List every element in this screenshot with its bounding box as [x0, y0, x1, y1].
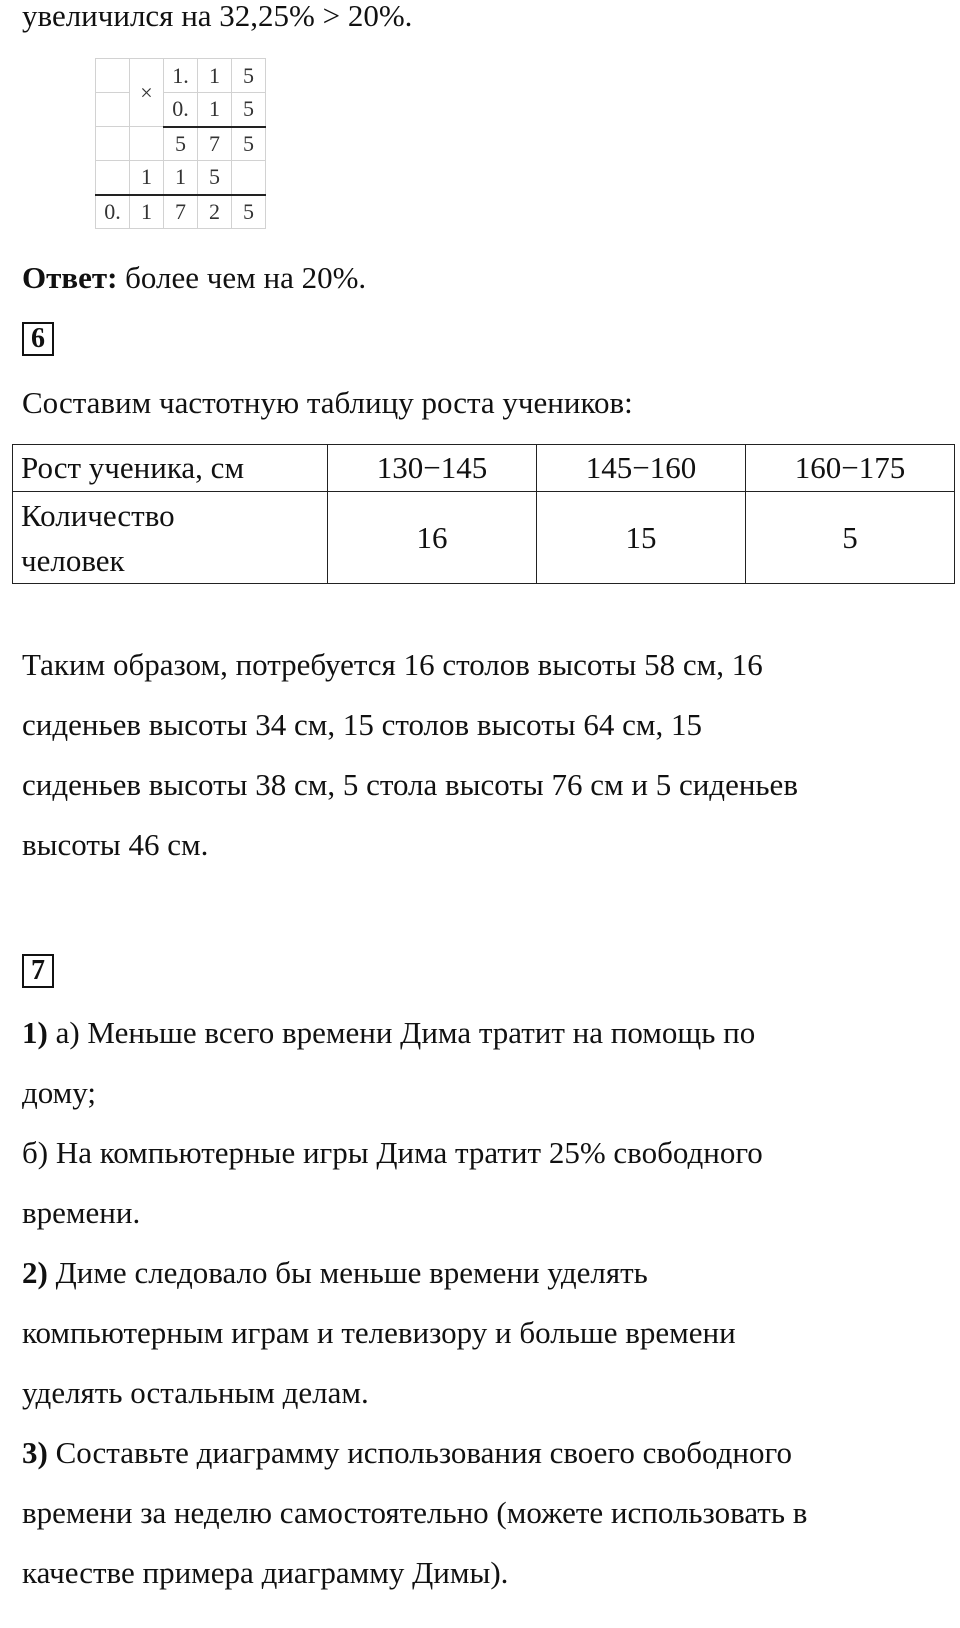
task7-p1b-line2: времени.: [22, 1195, 141, 1230]
item-text: Диме следовало бы меньше времени уделять: [47, 1255, 648, 1290]
grid-cell: 5: [232, 127, 266, 161]
task7-p3-line1: [22, 1433, 792, 1473]
task7-p3-line3: качестве примера диаграмму Димы).: [22, 1555, 509, 1590]
grid-cell: [130, 127, 164, 161]
answer-label: Ответ:: [22, 260, 118, 295]
answer-line: [22, 258, 366, 298]
item-label: 3): [22, 1435, 48, 1470]
grid-cell: 5: [232, 59, 266, 93]
grid-cell: 5: [232, 195, 266, 229]
grid-cell: 0.: [164, 93, 198, 127]
item-label: 2): [22, 1255, 48, 1290]
conclusion-line: сиденьев высоты 34 см, 15 столов высоты 64 см, 15: [22, 707, 702, 742]
grid-cell: 1.: [164, 59, 198, 93]
multiplication-grid: [95, 58, 266, 229]
table-cell: 16: [328, 492, 537, 584]
row-label-line: человек: [21, 542, 125, 578]
grid-cell: 1: [130, 195, 164, 229]
table-header-cell: 145−160: [537, 445, 746, 492]
grid-cell: 5: [164, 127, 198, 161]
table-header-cell: 130−145: [328, 445, 537, 492]
grid-cell: ×: [130, 59, 164, 127]
grid-cell: 5: [232, 93, 266, 127]
grid-cell: 7: [198, 127, 232, 161]
answer-text: более чем на 20%.: [117, 260, 367, 295]
frequency-table: [12, 444, 955, 584]
task7-p1-line2: дому;: [22, 1075, 97, 1110]
task7-p3-line2: времени за неделю самостоятельно (можете использовать в: [22, 1495, 808, 1530]
grid-cell: 1: [130, 161, 164, 195]
task6-intro: Составим частотную таблицу роста учеников:: [22, 385, 633, 420]
grid-cell: 7: [164, 195, 198, 229]
item-text: а) Меньше всего времени Дима тратит на помощь по: [47, 1015, 756, 1050]
conclusion-line: Таким образом, потребуется 16 столов высоты 58 см, 16: [22, 647, 763, 682]
grid-cell: 1: [198, 59, 232, 93]
task7-p2-line3: уделять остальным делам.: [22, 1375, 369, 1410]
grid-cell: 1: [198, 93, 232, 127]
grid-cell: [232, 161, 266, 195]
grid-cell: 1: [164, 161, 198, 195]
task-number-7: 7: [22, 954, 54, 988]
grid-cell: 0.: [96, 195, 130, 229]
task7-p1-line1: [22, 1013, 755, 1053]
grid-cell: [96, 93, 130, 127]
conclusion-line: сиденьев высоты 38 см, 5 стола высоты 76 см и 5 сиденьев: [22, 767, 798, 802]
table-row-label: [13, 492, 328, 584]
item-label: 1): [22, 1015, 48, 1050]
table-cell: 15: [537, 492, 746, 584]
conclusion-line: высоты 46 см.: [22, 827, 209, 862]
item-text: Составьте диаграмму использования своего свободного: [47, 1435, 792, 1470]
grid-cell: [96, 127, 130, 161]
grid-cell: 2: [198, 195, 232, 229]
task7-p2-line2: компьютерным играм и телевизору и больше времени: [22, 1315, 736, 1350]
grid-cell: [96, 59, 130, 93]
table-header-label: Рост ученика, см: [13, 445, 328, 492]
table-header-cell: 160−175: [746, 445, 955, 492]
grid-cell: 5: [198, 161, 232, 195]
task-number-6: 6: [22, 322, 54, 356]
grid-cell: [96, 161, 130, 195]
table-cell: 5: [746, 492, 955, 584]
top-line: увеличился на 32,25% > 20%.: [22, 0, 413, 33]
row-label-line: Количество: [21, 497, 175, 533]
task7-p1b-line1: б) На компьютерные игры Дима тратит 25% свободного: [22, 1135, 763, 1170]
task7-p2-line1: [22, 1253, 648, 1293]
